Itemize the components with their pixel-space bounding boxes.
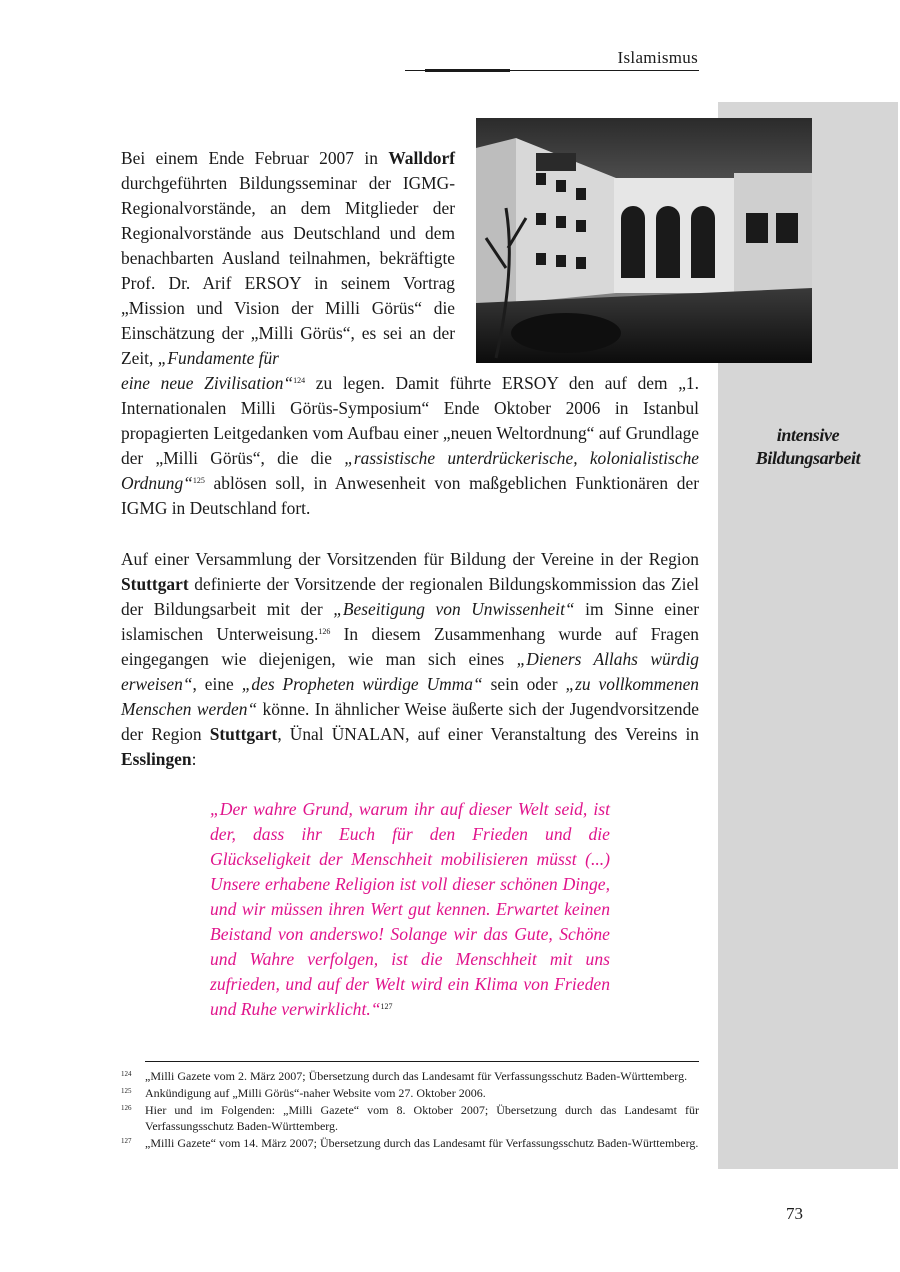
paragraph-1-full	[121, 371, 699, 521]
p2-text-4: In diesem Zusammenhang wurde auf Fragen eingegangen wie diejenigen, wie man sich eines	[121, 624, 699, 669]
paragraph-2	[121, 547, 699, 772]
place-stuttgart: Stuttgart	[121, 574, 189, 594]
p1-quote-end: eine neue Zivilisation“	[121, 373, 294, 393]
p2-quote-4: „zu vollkommenen Menschen werden“	[121, 674, 699, 719]
footnote-number: 127	[121, 1137, 132, 1145]
footnote-127	[121, 1135, 699, 1151]
place-stuttgart-2: Stuttgart	[209, 724, 278, 744]
block-quote-text: „Der wahre Grund, warum ihr auf dieser Welt seid, ist der, dass ihr Euch für den Frieden und die Glückseligkeit der Menschheit mobilisieren müsst (...) Unsere erhabene Religion ist voll dieser schönen Dinge, und wir müssen ihren Wert gut kennen. Erwartet keinen Beistand von anderswo! Solange wir das Gute, Schöne und Wahre verfolgen, ist die Menschheit mit uns zufrieden, und auf der Welt wird ein Klima von Frieden und Ruhe verwirklicht.“	[210, 799, 610, 1019]
footnote-text: Hier und im Folgenden: „Milli Gazete“ vom 8. Oktober 2007; Übersetzung durch das Landesamt für Verfassungsschutz Baden-Württemberg.	[145, 1103, 699, 1133]
footnote-number: 124	[121, 1070, 132, 1078]
page-number: 73	[786, 1204, 803, 1223]
p2-text-5: , eine	[192, 674, 242, 694]
p2-text-1: Auf einer Versammlung der Vorsitzenden für Bildung der Vereine in der Region	[121, 549, 699, 569]
margin-note-line-1: intensive	[776, 425, 840, 445]
footnote-rule	[145, 1061, 699, 1062]
p2-quote-2: „Dieners Allahs würdig erweisen“	[121, 649, 699, 694]
p2-quote-3: „des Propheten würdige Umma“	[241, 674, 483, 694]
running-header: Islamismus	[617, 48, 698, 67]
footnote-126	[121, 1102, 699, 1134]
place-walldorf: Walldorf	[388, 148, 455, 168]
footnote-number: 126	[121, 1104, 132, 1112]
footnotes	[121, 1068, 699, 1152]
p2-text-8: , Ünal ÜNALAN, auf einer Veranstaltung des Vereins in	[277, 724, 699, 744]
photo-graphic	[476, 118, 812, 363]
p1-quote-2: „rassistische unterdrückerische, kolonialistische Ordnung“	[121, 448, 699, 493]
p2-text-9: :	[191, 749, 197, 769]
footnote-ref-124: 124	[293, 376, 306, 385]
footnote-text: „Milli Gazete vom 2. März 2007; Übersetzung durch das Landesamt für Verfassungsschutz Baden-Württemberg.	[145, 1069, 688, 1083]
place-esslingen: Esslingen	[121, 749, 192, 769]
p2-quote-1: „Beseitigung von Unwissenheit“	[333, 599, 575, 619]
paragraph-1-wrapped	[121, 146, 455, 371]
footnote-text: „Milli Gazete“ vom 14. März 2007; Übersetzung durch das Landesamt für Verfassungsschutz Baden-Württemberg.	[145, 1136, 699, 1150]
header-rule-accent	[425, 69, 510, 72]
footnote-ref-127: 127	[380, 1002, 393, 1011]
footnote-text: Ankündigung auf „Milli Görüs“-naher Website vom 27. Oktober 2006.	[145, 1086, 486, 1100]
margin-note	[718, 424, 898, 470]
footnote-125	[121, 1085, 699, 1101]
p1-text-1: Bei einem Ende Februar 2007 in	[121, 148, 389, 168]
p2-text-2: definierte der Vorsitzende der regionalen Bildungskommission das Ziel der Bildungsarbeit mit der	[121, 574, 699, 619]
p2-text-7: könne. In ähnlicher Weise äußerte sich der Jugendvorsitzende der Region	[121, 699, 699, 744]
p2-text-6: sein oder	[482, 674, 566, 694]
p1-text-3: zu legen. Damit führte ERSOY den auf dem „1. Internationalen Milli Görüs-Symposium“ Ende Oktober 2006 in Istanbul propagierten Leitgedanken vom Aufbau einer „neuen Weltordnung“ auf Grundlage der „Milli Görüs“, die die	[121, 373, 699, 468]
margin-note-line-2: Bildungsarbeit	[755, 448, 861, 468]
building-courtyard-photo	[476, 118, 812, 363]
block-quote	[210, 797, 610, 1022]
footnote-ref-126: 126	[318, 627, 331, 636]
p1-quote-start: „Fundamente für	[157, 348, 279, 368]
footnote-124	[121, 1068, 699, 1084]
p1-text-4: ablösen soll, in Anwesenheit von maßgeblichen Funktionären der IGMG in Deutschland fort.	[121, 473, 699, 518]
footnote-ref-125: 125	[192, 476, 205, 485]
p1-text-2: durchgeführten Bildungsseminar der IGMG-Regionalvorstände, an dem Mitglieder der Regionalvorstände aus Deutschland und dem benachbarten Ausland teilnahmen, bekräftigte Prof. Dr. Arif ERSOY in seinem Vortrag „Mission und Vision der Milli Görüs“ die Einschätzung der „Milli Görüs“, es sei an der Zeit,	[121, 173, 455, 368]
p2-text-3: im Sinne einer islamischen Unterweisung.	[121, 599, 699, 644]
footnote-number: 125	[121, 1087, 132, 1095]
